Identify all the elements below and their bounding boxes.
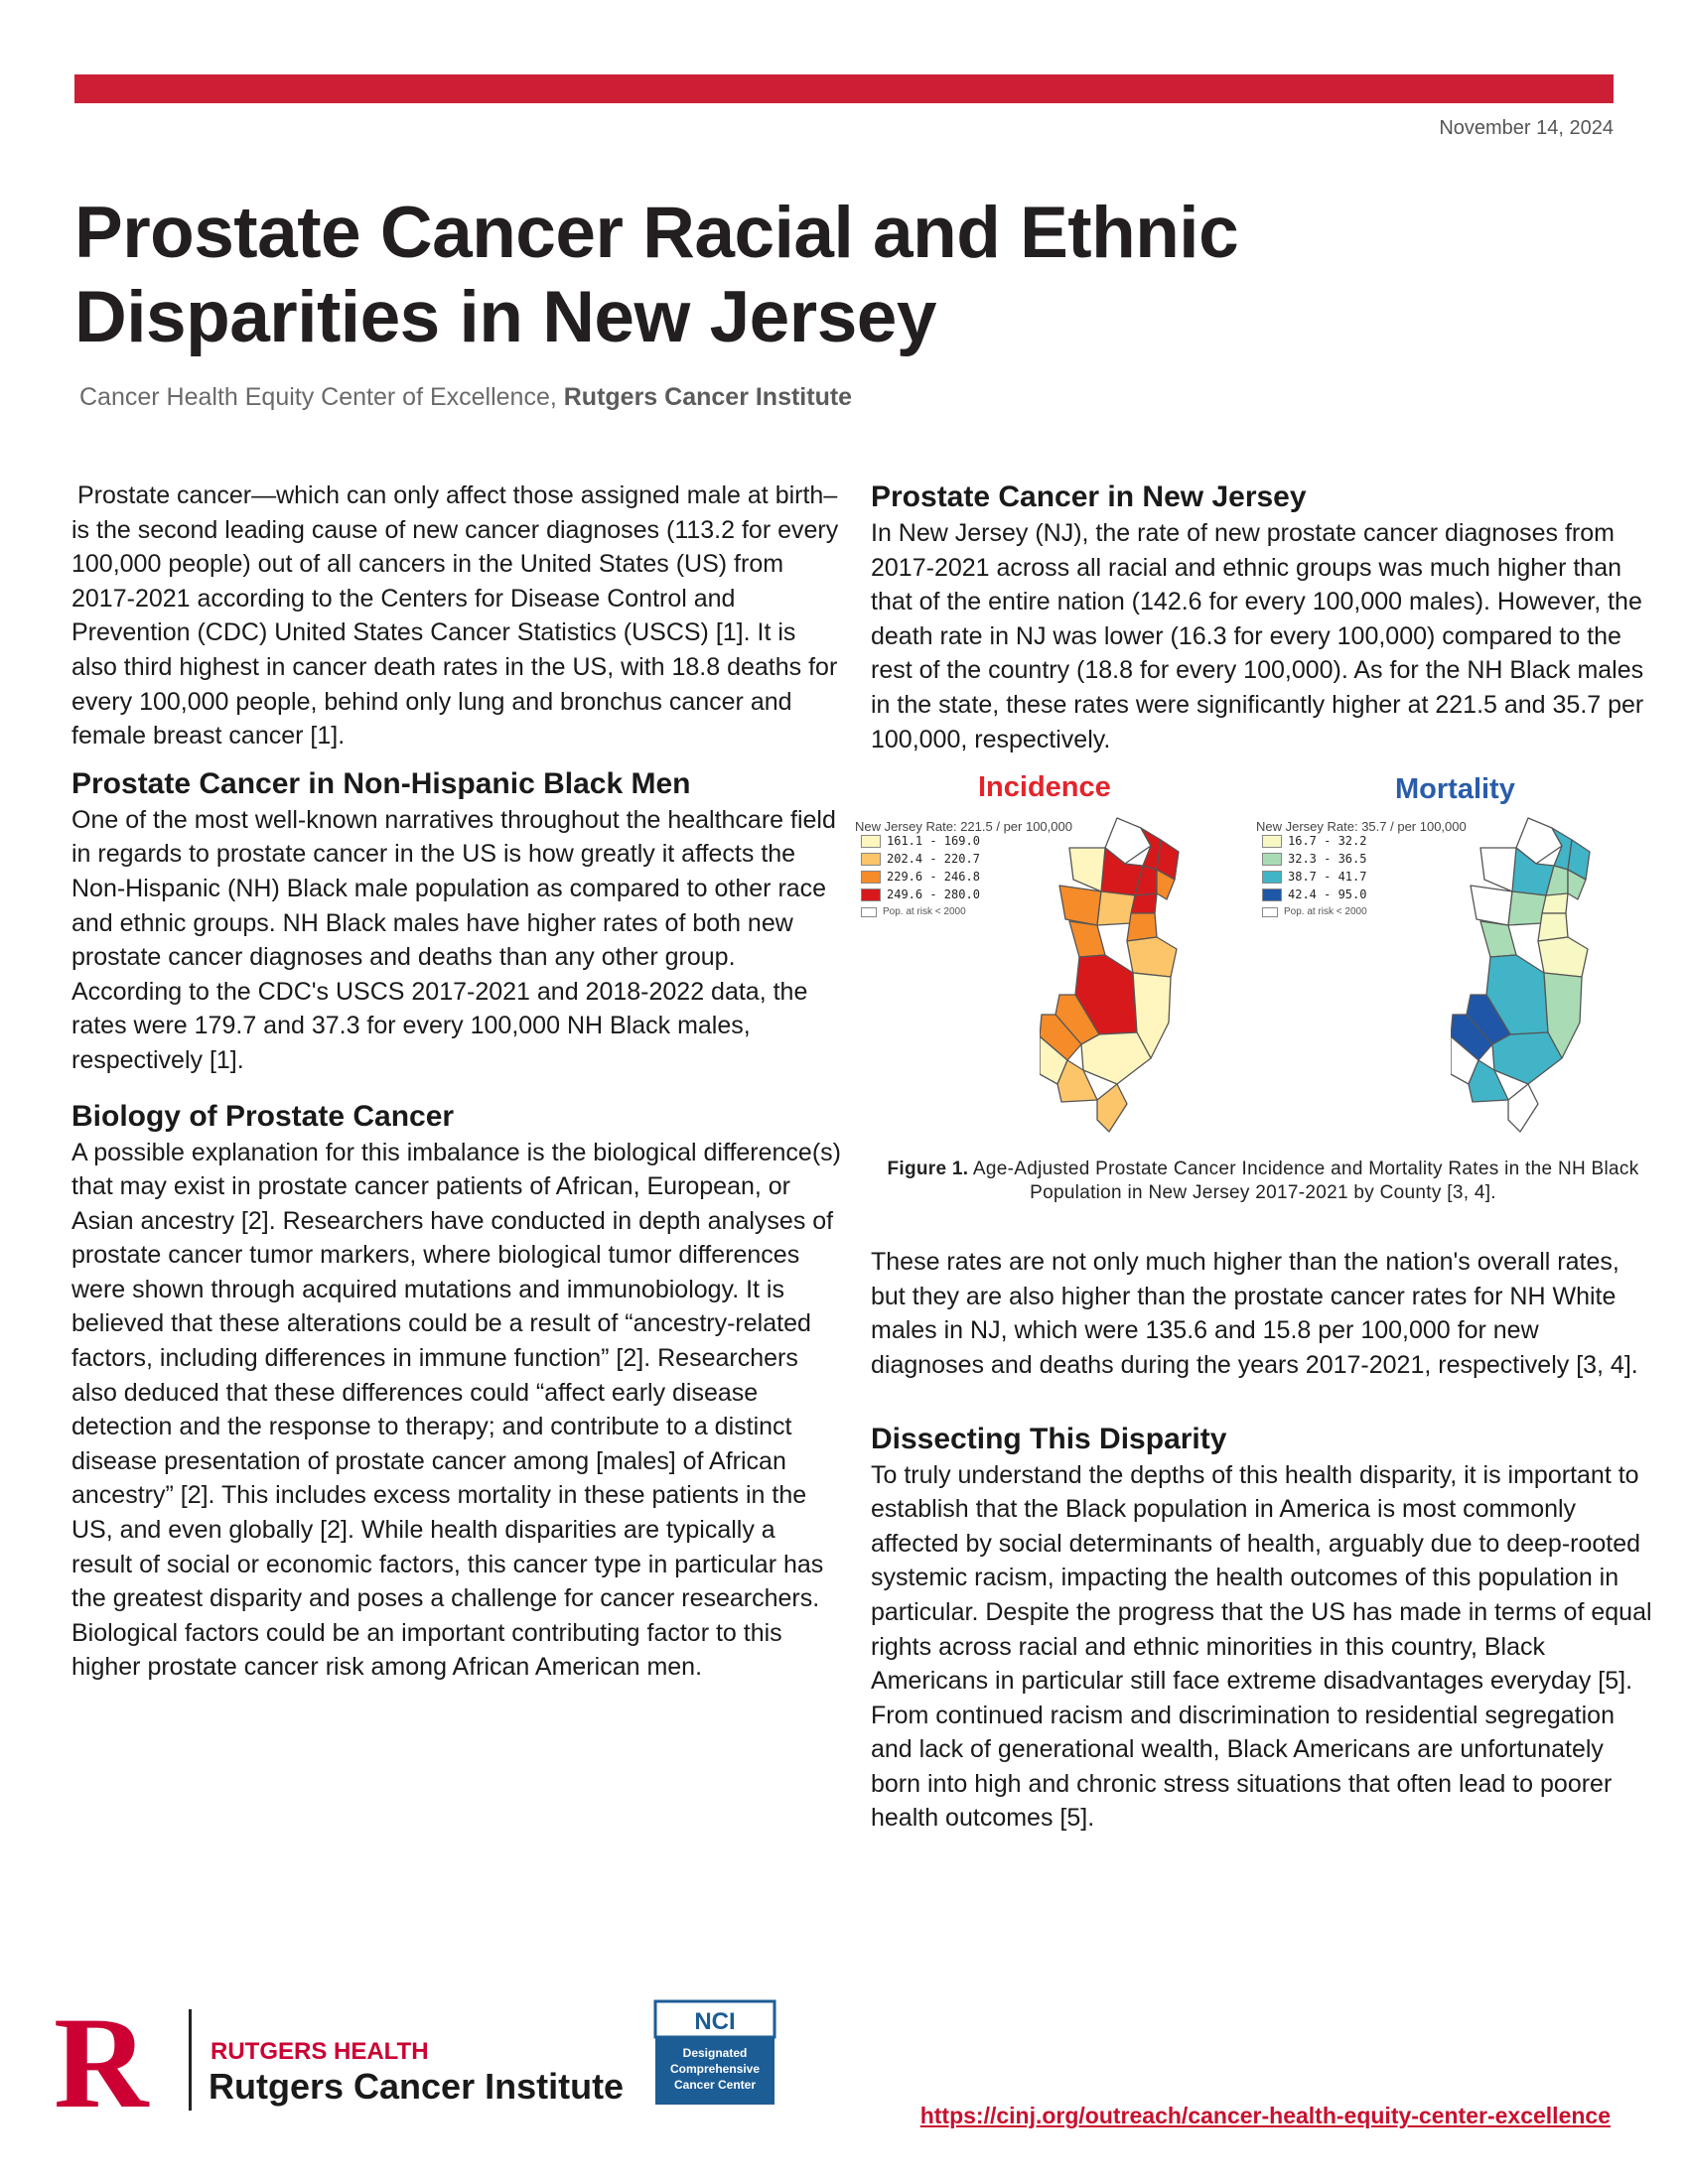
legend-row	[1262, 886, 1367, 903]
legend-swatch	[1262, 907, 1278, 917]
legend-row	[1262, 868, 1367, 886]
new-jersey-paragraph: In New Jersey (NJ), the rate of new prostate cancer diagnoses from 2017-2021 across all racial and ethnic groups was much higher than that of the entire nation (142.6 for every 100,000 males). However, the death rate in NJ was lower (16.3 for every 100,000) compared to the rest of the country (18.8 for every 100,000). As for the NH Black males in the state, these rates were significantly higher at 221.5 and 35.7 per 100,000, respectively.	[871, 519, 1644, 753]
legend-label: 16.7 - 32.2	[1288, 834, 1367, 849]
legend-swatch	[1262, 888, 1282, 901]
figure-maps	[855, 770, 1655, 1237]
legend-label: 42.4 - 95.0	[1288, 887, 1367, 902]
nci-sub-2: Comprehensive	[669, 2062, 761, 2076]
county-somerset	[1508, 891, 1546, 925]
heading-new-jersey: Prostate Cancer in New Jersey	[871, 480, 1307, 513]
footer-url-link[interactable]: https://cinj.org/outreach/cancer-health-equity-center-excellence	[919, 2103, 1611, 2128]
figure-caption-text: Age-Adjusted Prostate Cancer Incidence and Mortality Rates in the NH Black Population in New Jersey 2017-2021 by County [3, 4].	[968, 1159, 1639, 1204]
subtitle	[79, 383, 852, 412]
legend-row	[1262, 850, 1367, 868]
legend-swatch	[1262, 835, 1282, 848]
county-cape-may	[1097, 1084, 1127, 1132]
rutgers-logo	[54, 1995, 808, 2124]
subtitle-institute: Rutgers Cancer Institute	[563, 383, 853, 411]
figure-caption-wrap	[871, 1158, 1655, 1205]
title-line-1: Prostate Cancer Racial and Ethnic	[74, 193, 1239, 273]
county-atlantic	[1492, 1032, 1562, 1084]
legend-label: 202.4 - 220.7	[887, 852, 980, 867]
legend-row	[861, 832, 980, 850]
nci-badge	[655, 2001, 774, 2105]
incidence-rate-label: New Jersey Rate: 221.5 / per 100,000	[855, 819, 1072, 835]
county-hunterdon	[1059, 886, 1101, 925]
logo-divider	[189, 2009, 192, 2111]
rutgers-r-mark: R	[54, 1995, 149, 2124]
legend-row	[1262, 903, 1367, 921]
publication-date: November 14, 2024	[1439, 117, 1614, 139]
legend-swatch	[861, 853, 881, 866]
incidence-nj-map	[1040, 810, 1189, 1138]
left-column	[71, 478, 841, 1685]
county-atlantic	[1081, 1032, 1151, 1084]
rutgers-cancer-institute-wordmark: Rutgers Cancer Institute	[209, 2066, 625, 2107]
nh-black-paragraph: One of the most well-known narratives throughout the healthcare field in regards to prostate cancer in the US is how greatly it affects the Non-Hispanic (NH) Black male population as compared to other race and ethnic groups. NH Black males have higher rates of both new prostate cancer diagnoses and deaths than any other group. According to the CDC's USCS 2017-2021 and 2018-2022 data, the rates were 179.7 and 37.3 for every 100,000 NH Black males, respectively [1].	[71, 805, 836, 1074]
legend-label: 161.1 - 169.0	[887, 834, 980, 849]
county-middlesex	[1127, 913, 1157, 941]
mortality-legend	[1262, 832, 1367, 921]
county-mercer	[1480, 921, 1516, 957]
county-monmouth	[1538, 937, 1588, 977]
page-title	[74, 191, 1365, 359]
legend-row	[861, 868, 980, 886]
dissecting-paragraph: To truly understand the depths of this health disparity, it is important to establish that the Black population in America is most commonly affected by social determinants of health, arguably due to deep-rooted systemic racism, impacting the health outcomes of this population in particular. Despite the progress that the US has made in terms of equal rights across racial and ethnic minorities in this country, Black Americans in particular still face extreme disadvantages everyday [5]. From continued racism and discrimination to residential segregation and lack of generational wealth, Black Americans are unfortunately born into high and chronic stress situations that often lead to poorer health outcomes [5].	[871, 1460, 1652, 1833]
heading-biology: Biology of Prostate Cancer	[71, 1099, 455, 1133]
heading-nh-black-men: Prostate Cancer in Non-Hispanic Black Men	[71, 766, 691, 800]
figure-caption-label: Figure 1.	[887, 1159, 969, 1180]
right-column	[855, 478, 1655, 1836]
rates-paragraph: These rates are not only much higher than the nation's overall rates, but they are also higher than the prostate cancer rates for NH White males in NJ, which were 135.6 and 15.8 per 100,000 for new diagnoses and deaths during the years 2017-2021, respectively [3, 4].	[871, 1248, 1638, 1379]
mortality-nj-map	[1451, 810, 1600, 1138]
footer-logos	[54, 1995, 808, 2124]
legend-label: 32.3 - 36.5	[1288, 852, 1367, 867]
legend-note: Pop. at risk < 2000	[1284, 906, 1367, 918]
heading-dissecting: Dissecting This Disparity	[871, 1422, 1227, 1455]
incidence-legend	[861, 832, 980, 921]
legend-label: 249.6 - 280.0	[887, 887, 980, 902]
legend-row	[861, 850, 980, 868]
legend-row	[861, 903, 980, 921]
mortality-title: Mortality	[1395, 773, 1515, 806]
county-union	[1542, 893, 1568, 913]
county-middlesex	[1538, 913, 1568, 941]
nci-label: NCI	[694, 2008, 736, 2035]
county-union	[1131, 893, 1157, 913]
county-hunterdon	[1471, 886, 1512, 925]
county-monmouth	[1127, 937, 1177, 977]
mortality-rate-label: New Jersey Rate: 35.7 / per 100,000	[1256, 819, 1467, 835]
legend-row	[1262, 832, 1367, 850]
legend-label: 38.7 - 41.7	[1288, 870, 1367, 885]
county-cape-may	[1508, 1084, 1538, 1132]
rutgers-health-wordmark: RUTGERS HEALTH	[211, 2038, 429, 2065]
incidence-title: Incidence	[978, 771, 1111, 804]
legend-swatch	[861, 871, 881, 884]
top-accent-bar	[74, 74, 1614, 103]
legend-swatch	[861, 835, 881, 848]
legend-swatch	[861, 907, 877, 917]
nci-sub-1: Designated	[682, 2046, 748, 2060]
biology-paragraph: A possible explanation for this imbalance is the biological difference(s) that may exist in prostate cancer patients of African, European, or Asian ancestry [2]. Researchers have conducted in depth analyses of prostate cancer tumor markers, where biological tumor differences were shown through acquired mutations and immunobiology. It is believed that these alterations could be a result of “ancestry-related factors, including differences in immune function” [2]. Researchers also deduced that these differences could “affect early disease detection and the response to therapy; and contribute to a distinct disease presentation of prostate cancer among [males] of African ancestry” [2]. This includes excess mortality in these patients in the US, and even globally [2]. While health disparities are typically a result of social or economic factors, this cancer type in particular has the greatest disparity and poses a challenge for cancer researchers. Biological factors could be an important contributing factor to this higher prostate cancer risk among African American men.	[71, 1138, 841, 1682]
nci-sub-3: Cancer Center	[673, 2078, 757, 2092]
county-mercer	[1069, 921, 1105, 957]
figure-caption	[871, 1158, 1655, 1205]
subtitle-org: Cancer Health Equity Center of Excellence,	[79, 383, 564, 411]
legend-row	[861, 886, 980, 903]
county-somerset	[1097, 891, 1135, 925]
legend-swatch	[1262, 853, 1282, 866]
legend-label: 229.6 - 246.8	[887, 870, 980, 885]
legend-swatch	[1262, 871, 1282, 884]
legend-note: Pop. at risk < 2000	[883, 906, 966, 918]
title-line-2: Disparities in New Jersey	[74, 277, 936, 357]
intro-paragraph: Prostate cancer—which can only affect those assigned male at birth–is the second leading cause of new cancer diagnoses (113.2 for every 100,000 people) out of all cancers in the United States (US) from 2017-2021 according to the Centers for Disease Control and Prevention (CDC) United States Cancer Statistics (USCS) [1]. It is also third highest in cancer death rates in the US, with 18.8 deaths for every 100,000 people, behind only lung and bronchus cancer and female breast cancer [1].	[71, 481, 839, 751]
legend-swatch	[861, 888, 881, 901]
